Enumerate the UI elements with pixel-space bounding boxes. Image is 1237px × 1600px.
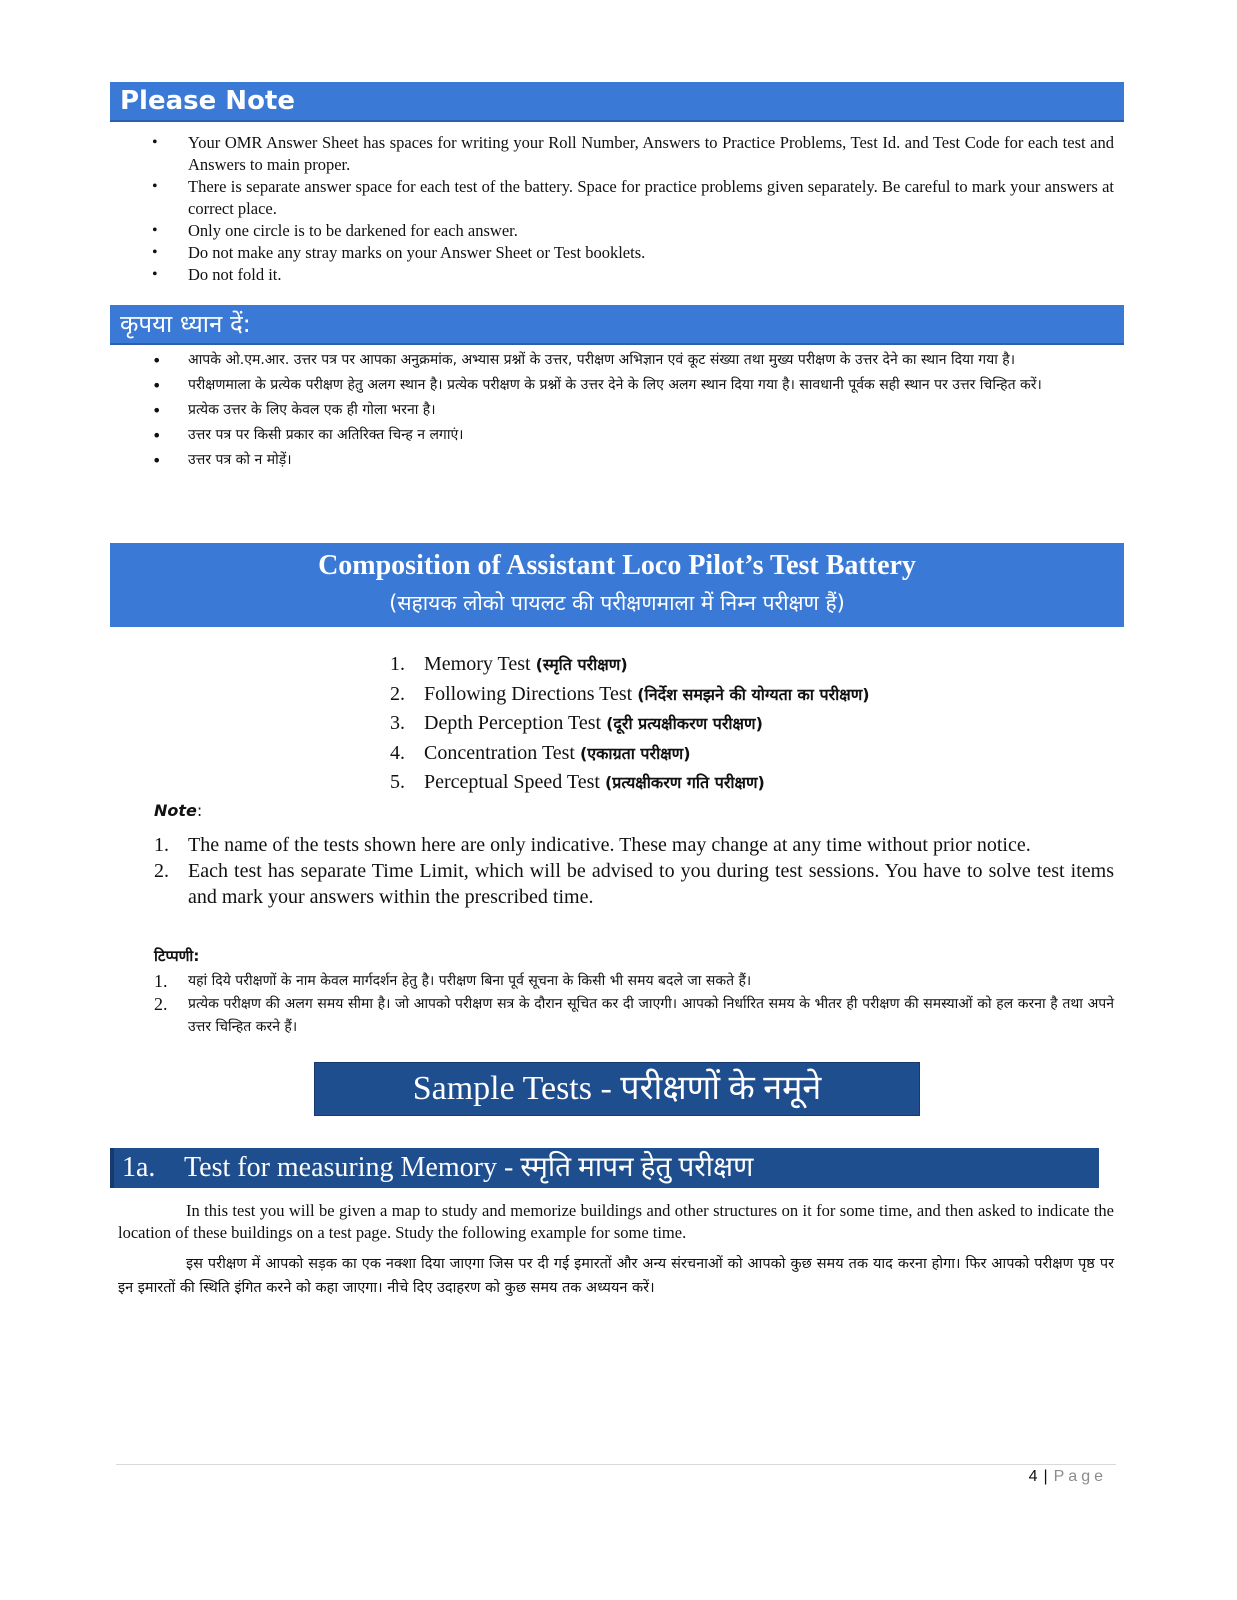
list-item <box>154 993 1114 1039</box>
test-name-hi: (स्मृति परीक्षण) <box>535 655 628 674</box>
test-name-en: Concentration Test <box>424 741 575 764</box>
memory-paragraph-hi: इस परीक्षण में आपको सड़क का एक नक्शा दिया जाएगा जिस पर दी गई इमारतों और अन्य संरचनाओं को आपको कुछ समय तक याद करना होगा। फिर आपको परीक्षण पृष्ठ पर इन इमारतों की स्थिति इंगित करने को कहा जाएगा। नीचे दिए उदाहरण को कुछ समय तक अध्ययन करें। <box>118 1256 1114 1296</box>
test-number: 4. <box>390 741 405 764</box>
item-number: 2. <box>154 994 168 1014</box>
test-number: 2. <box>390 682 405 705</box>
list-item: • प्रत्येक उत्तर के लिए केवल एक ही गोला भरना है। <box>148 400 1114 421</box>
list-item: • आपके ओ.एम.आर. उत्तर पत्र पर आपका अनुक्रमांक, अभ्यास प्रश्नों के उत्तर, परीक्षण अभिज्ञान एवं कूट संख्या तथा मुख्य परीक्षण के उत्तर देने का स्थान दिया गया है। <box>148 350 1114 371</box>
page-word: Page <box>1053 1468 1107 1485</box>
test-list <box>390 650 870 798</box>
composition-title: Composition of Assistant Loco Pilot’s Test Battery <box>318 550 916 581</box>
item-text: यहां दिये परीक्षणों के नाम केवल मार्गदर्शन हेतु है। परीक्षण बिना पूर्व सूचना के किसी भी समय बदले जा सकते हैं। <box>188 973 752 989</box>
sample-tests-banner <box>314 1062 920 1116</box>
page-number: 4 <box>1028 1468 1038 1485</box>
item-text: Each test has separate Time Limit, which will be advised to you during test sessions. You have to solve test items and mark your answers within the prescribed time. <box>188 860 1114 908</box>
list-item: • There is separate answer space for each test of the battery. Space for practice problems given separately. Be careful to mark your answers at correct place. <box>148 176 1114 220</box>
footer-divider <box>116 1464 1116 1465</box>
test-name-en: Perceptual Speed Test <box>424 771 600 793</box>
composition-header <box>110 543 1124 627</box>
sample-tests-title: Sample Tests - परीक्षणों के नमूने <box>412 1070 822 1107</box>
list-item: • Your OMR Answer Sheet has spaces for writing your Roll Number, Answers to Practice Problems, Test Id. and Test Code for each test and Answers to main proper. <box>148 132 1114 176</box>
test-name-hi: (निर्देश समझने की योग्यता का परीक्षण) <box>637 684 870 704</box>
test-item <box>390 709 870 739</box>
note-heading <box>154 801 202 820</box>
composition-subtitle: (सहायक लोको पायलट की परीक्षणमाला में निम्न परीक्षण हैं) <box>389 591 845 615</box>
test-name-en: Memory Test <box>424 653 531 675</box>
list-item: • Do not make any stray marks on your Answer Sheet or Test booklets. <box>148 242 1114 264</box>
note-list <box>154 832 1114 910</box>
test-name-hi: (प्रत्यक्षीकरण गति परीक्षण) <box>604 773 765 792</box>
please-note-header <box>110 82 1124 122</box>
item-number: 2. <box>154 860 169 882</box>
tippani-list <box>154 970 1114 1039</box>
item-text: प्रत्येक परीक्षण की अलग समय सीमा है। जो आपको परीक्षण सत्र के दौरान सूचित कर दी जाएगी। आपको निर्धारित समय के भीतर ही परीक्षण की समस्याओं को हल करना है तथा अपने उत्तर चिन्हित करने हैं। <box>188 996 1114 1035</box>
kripya-list <box>148 350 1114 475</box>
list-item <box>154 858 1114 910</box>
test-number: 3. <box>390 712 405 734</box>
item-number: 1. <box>154 971 168 991</box>
kripya-header <box>110 305 1124 345</box>
test-name-en: Depth Perception Test <box>424 712 602 734</box>
kripya-title: कृपया ध्यान दें: <box>120 310 251 338</box>
item-number: 1. <box>154 834 169 856</box>
memory-section-header <box>110 1148 1099 1188</box>
page-footer <box>1029 1468 1107 1486</box>
list-item: • उत्तर पत्र पर किसी प्रकार का अतिरिक्त चिन्ह न लगाएं। <box>148 425 1114 446</box>
test-name-en: Following Directions Test <box>424 682 633 705</box>
item-text: The name of the tests shown here are only indicative. These may change at any time without prior notice. <box>188 834 1031 856</box>
list-item <box>154 970 1114 993</box>
list-item: • उत्तर पत्र को न मोड़ें। <box>148 450 1114 471</box>
please-note-title: Please Note <box>120 86 295 116</box>
test-number: 5. <box>390 771 405 793</box>
memory-section-title: Test for measuring Memory - स्मृति मापन हेतु परीक्षण <box>184 1152 754 1183</box>
list-item: • परीक्षणमाला के प्रत्येक परीक्षण हेतु अलग स्थान है। प्रत्येक परीक्षण के प्रश्नों के उत्तर देने के लिए अलग स्थान दिया गया है। सावधानी पूर्वक सही स्थान पर उत्तर चिन्हित करें। <box>148 375 1114 396</box>
tippani-heading: टिप्पणी: <box>154 947 200 965</box>
test-number: 1. <box>390 653 405 675</box>
test-name-hi: (एकाग्रता परीक्षण) <box>579 743 691 763</box>
note-colon: : <box>196 801 203 820</box>
memory-paragraph-en: In this test you will be given a map to study and memorize buildings and other structures on it for some time, and then asked to indicate the location of these buildings on a test page. Study the following example for some time. <box>118 1201 1114 1242</box>
note-label: Note <box>154 801 197 820</box>
test-name-hi: (दूरी प्रत्यक्षीकरण परीक्षण) <box>606 714 763 733</box>
list-item: • Only one circle is to be darkened for each answer. <box>148 220 1114 242</box>
test-item <box>390 768 870 798</box>
test-item <box>390 680 870 710</box>
section-number: 1a. <box>122 1152 156 1183</box>
test-item <box>390 739 870 769</box>
list-item <box>154 832 1114 858</box>
please-note-list <box>148 132 1114 286</box>
test-item <box>390 650 870 680</box>
footer-separator: | <box>1043 1468 1048 1485</box>
list-item: • Do not fold it. <box>148 264 1114 286</box>
